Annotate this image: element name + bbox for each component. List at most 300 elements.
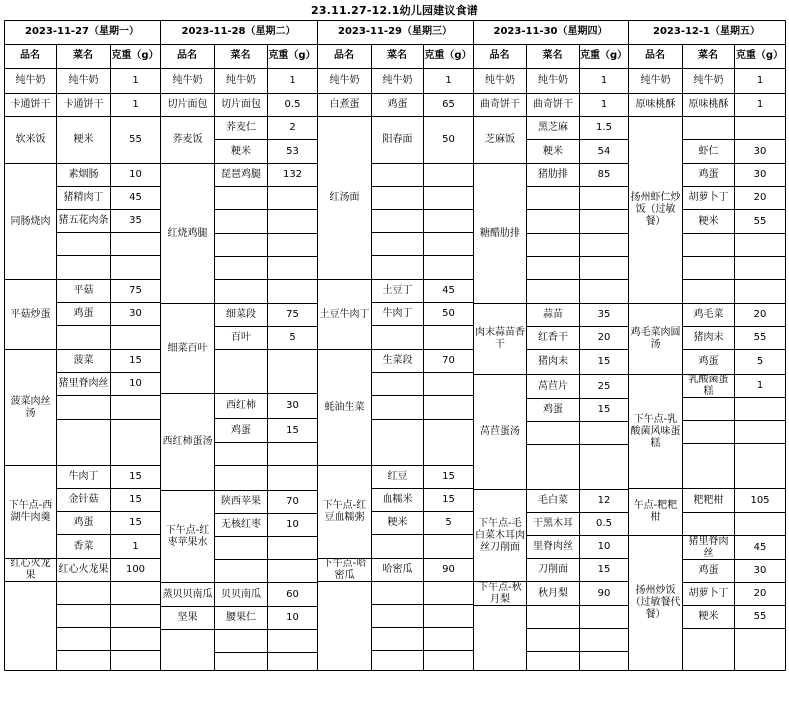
ingredient-weight: 1 (600, 75, 608, 86)
ingredient-weight (111, 396, 160, 419)
ingredient-name (57, 420, 110, 465)
ingredient-weight (424, 535, 473, 558)
ingredient-name: 牛肉丁 (382, 308, 413, 319)
ingredient-weight: 5 (756, 356, 764, 367)
dish-name: 下午点-红枣苹果水 (165, 524, 210, 548)
ingredient-name: 细菜段 (226, 309, 256, 320)
ingredient-weight: 85 (597, 169, 611, 180)
ingredient-name (372, 582, 423, 604)
ingredient-name: 牛肉丁 (68, 471, 99, 482)
ingredient-weight (111, 326, 160, 349)
ingredient-weight: 15 (129, 355, 142, 366)
ingredient-name: 毛白菜 (538, 495, 568, 506)
ingredient-weight: 15 (597, 356, 611, 367)
ingredient-weight: 25 (597, 380, 611, 392)
ingredient-name (57, 628, 110, 650)
ingredient-name: 原味桃酥 (688, 99, 729, 110)
ingredient-weight (268, 257, 317, 279)
ingredient-weight: 90 (442, 564, 455, 575)
ingredient-weight: 10 (129, 378, 142, 389)
ingredient-name (372, 164, 423, 186)
ingredient-weight: 1 (132, 75, 139, 86)
ingredient-weight (424, 373, 473, 395)
ingredient-weight: 50 (442, 134, 455, 145)
ingredient-name (372, 605, 423, 627)
ingredient-weight: 90 (597, 587, 611, 599)
ingredient-name (527, 675, 579, 697)
ingredient-name: 粳米 (387, 517, 408, 528)
day-date-header: 2023-11-27（星期一） (25, 26, 139, 37)
ingredient-name: 鸡毛菜 (693, 309, 724, 320)
ingredient-weight: 10 (286, 612, 299, 623)
ingredient-name (215, 443, 267, 465)
dish-name: 肉末蒜苗香干 (475, 327, 525, 350)
col-header-pin: 品名 (645, 50, 665, 61)
col-header-cai: 菜名 (387, 50, 407, 61)
ingredient-weight (111, 256, 160, 279)
ingredient-weight (424, 582, 473, 604)
ingredient-name: 莴苣片 (538, 380, 568, 392)
ingredient-name: 无核红枣 (221, 519, 261, 530)
ingredient-weight: 15 (597, 564, 611, 575)
ingredient-weight (111, 651, 160, 674)
ingredient-name: 鸡蛋 (543, 404, 563, 415)
ingredient-name: 生菜段 (382, 355, 413, 366)
ingredient-weight: 5 (289, 332, 296, 343)
ingredient-weight (111, 675, 160, 697)
ingredient-weight (268, 537, 317, 559)
ingredient-name (372, 233, 423, 255)
ingredient-name: 鸡蛋 (698, 169, 719, 180)
col-header-pin: 品名 (489, 50, 510, 61)
col-header-ke: 克重（g） (735, 50, 784, 61)
ingredient-weight (580, 422, 628, 444)
ingredient-name: 土豆丁 (382, 285, 413, 296)
menu-grid (4, 20, 786, 671)
ingredient-weight (424, 605, 473, 627)
ingredient-name: 血糯米 (382, 494, 413, 505)
ingredient-weight: 35 (129, 215, 142, 226)
ingredient-weight (735, 398, 785, 420)
col-header-ke: 克重（g） (580, 50, 628, 61)
ingredient-name (57, 233, 110, 255)
ingredient-name: 猪肉末 (693, 332, 724, 343)
ingredient-weight (111, 605, 160, 627)
ingredient-weight: 1.5 (596, 122, 612, 133)
ingredient-name (215, 257, 267, 279)
ingredient-name: 胡萝卜丁 (688, 588, 729, 599)
ingredient-weight: 1 (289, 75, 296, 86)
ingredient-weight: 1 (756, 99, 764, 110)
ingredient-name (215, 699, 267, 722)
ingredient-weight (268, 560, 317, 582)
ingredient-weight (580, 234, 628, 256)
dish-name: 软米饭 (15, 134, 46, 145)
ingredient-name: 鸡蛋 (73, 308, 94, 319)
ingredient-name (372, 187, 423, 209)
ingredient-weight: 1 (756, 75, 764, 86)
ingredient-weight: 75 (129, 285, 142, 296)
dish-name (5, 582, 56, 670)
dish-name: 纯牛奶 (15, 75, 46, 86)
ingredient-weight: 45 (442, 285, 455, 296)
ingredient-weight (268, 699, 317, 722)
ingredient-name: 曲奇饼干 (533, 99, 573, 110)
dish-name: 菠菜肉丝汤 (10, 395, 51, 419)
ingredient-name (372, 535, 423, 558)
ingredient-name (215, 560, 267, 582)
ingredient-name (372, 256, 423, 279)
ingredient-weight: 30 (753, 565, 767, 576)
ingredient-weight (735, 421, 785, 443)
dish-name: 红心火龙果 (10, 559, 51, 581)
ingredient-name: 陕西苹果 (221, 496, 261, 507)
ingredient-weight: 55 (129, 134, 142, 145)
ingredient-weight: 65 (442, 99, 455, 110)
ingredient-weight: 1 (756, 380, 764, 391)
ingredient-name: 菠菜 (73, 355, 94, 366)
ingredient-name: 纯牛奶 (693, 75, 724, 86)
ingredient-weight: 45 (129, 192, 142, 203)
dish-name: 白煮蛋 (329, 99, 360, 110)
dish-name: 蒸贝贝南瓜 (162, 588, 213, 600)
ingredient-weight (268, 630, 317, 652)
ingredient-name: 粳米 (698, 215, 719, 227)
ingredient-name: 猪肋排 (538, 169, 568, 180)
ingredient-name: 红心火龙果 (58, 564, 109, 575)
ingredient-weight: 15 (442, 494, 455, 505)
ingredient-weight: 75 (286, 309, 299, 320)
ingredient-name (215, 234, 267, 256)
ingredient-name: 蒜苗 (543, 309, 563, 320)
ingredient-name (215, 466, 267, 490)
ingredient-name: 琵琶鸡腿 (221, 169, 261, 180)
dish-name: 午点-粑粑柑 (633, 500, 678, 523)
ingredient-name: 腰果仁 (226, 612, 256, 623)
ingredient-weight (424, 256, 473, 279)
ingredient-weight (424, 187, 473, 209)
ingredient-weight (424, 651, 473, 674)
ingredient-name (372, 651, 423, 674)
dish-name: 糖醋肋排 (480, 227, 520, 239)
ingredient-name (372, 210, 423, 232)
ingredient-name: 荞麦仁 (226, 122, 256, 133)
ingredient-name (372, 675, 423, 697)
ingredient-weight (268, 466, 317, 490)
ingredient-name (57, 256, 110, 279)
ingredient-weight: 105 (750, 494, 770, 506)
ingredient-weight (580, 698, 628, 721)
col-header-cai: 菜名 (542, 50, 563, 61)
ingredient-weight: 1 (132, 540, 139, 552)
ingredient-name (683, 257, 734, 279)
ingredient-name: 鸡蛋 (231, 424, 251, 436)
ingredient-weight: 53 (286, 145, 299, 157)
ingredient-name (215, 630, 267, 652)
ingredient-name: 虾仁 (698, 145, 719, 157)
dish-name: 芝麻饭 (485, 134, 515, 145)
ingredient-name (527, 445, 579, 489)
ingredient-name: 猪肉末 (538, 356, 568, 367)
ingredient-weight: 100 (125, 564, 146, 575)
ingredient-name: 粑粑柑 (693, 494, 724, 506)
ingredient-weight (268, 210, 317, 233)
ingredient-name: 猪里脊肉丝 (688, 536, 729, 559)
ingredient-name (527, 234, 579, 256)
dish-name: 曲奇饼干 (480, 99, 520, 110)
ingredient-name (57, 582, 110, 604)
dish-name: 扬州炒饭（过敏餐代餐） (630, 585, 681, 620)
ingredient-weight: 30 (753, 169, 767, 180)
ingredient-weight: 2 (289, 122, 296, 133)
col-header-cai: 菜名 (230, 50, 251, 61)
ingredient-weight (268, 676, 317, 698)
ingredient-name (57, 651, 110, 674)
ingredient-name (683, 398, 734, 420)
ingredient-name: 香菜 (73, 540, 94, 552)
ingredient-weight (580, 187, 628, 209)
day-date-header: 2023-11-30（星期四） (493, 26, 608, 37)
col-header-ke: 克重（g） (111, 50, 159, 61)
ingredient-name (683, 513, 734, 535)
ingredient-weight: 15 (286, 424, 299, 436)
ingredient-name (215, 210, 267, 233)
dish-name: 纯牛奶 (485, 75, 515, 86)
ingredient-weight (735, 257, 785, 279)
ingredient-name (527, 187, 579, 209)
ingredient-weight: 15 (442, 471, 455, 482)
ingredient-weight (735, 444, 785, 488)
ingredient-name (372, 396, 423, 419)
ingredient-weight: 50 (442, 308, 455, 319)
day-date-header: 2023-12-1（星期五） (652, 26, 760, 37)
ingredient-name: 百叶 (231, 332, 251, 343)
dish-name: 下午点-哈密瓜 (322, 559, 367, 581)
ingredient-weight: 132 (282, 169, 303, 180)
menu-title: 23.11.27-12.1幼儿园建议食谱 (311, 4, 478, 17)
dish-name: 纯牛奶 (329, 75, 360, 86)
ingredient-name (215, 187, 267, 209)
dish-name (161, 630, 214, 670)
ingredient-weight: 15 (129, 471, 142, 482)
ingredient-name (527, 280, 579, 303)
ingredient-name (57, 396, 110, 419)
ingredient-name (215, 350, 267, 393)
ingredient-name: 里脊肉丝 (533, 541, 573, 552)
ingredient-weight: 20 (753, 192, 767, 203)
ingredient-weight (580, 445, 628, 489)
ingredient-weight (424, 420, 473, 465)
ingredient-weight: 1 (132, 99, 139, 110)
ingredient-name: 鸡蛋 (698, 565, 719, 576)
ingredient-weight: 30 (129, 308, 142, 319)
dish-name (474, 606, 526, 670)
ingredient-name (372, 326, 423, 349)
col-header-pin: 品名 (334, 50, 354, 61)
ingredient-name: 鸡蛋 (73, 517, 94, 528)
ingredient-name: 乳酸菌蛋糕 (688, 375, 729, 397)
ingredient-weight: 55 (753, 611, 767, 622)
ingredient-weight: 30 (753, 145, 767, 157)
dish-name: 卡通饼干 (10, 99, 51, 110)
ingredient-name: 粳米 (543, 145, 563, 157)
ingredient-weight: 0.5 (284, 99, 301, 110)
ingredient-name (527, 257, 579, 279)
dish-name: 土豆牛肉丁 (319, 308, 370, 320)
ingredient-weight: 55 (753, 215, 767, 227)
dish-name: 荞麦饭 (172, 134, 203, 145)
ingredient-weight (268, 234, 317, 256)
ingredient-weight (580, 675, 628, 697)
ingredient-name: 粳米 (231, 145, 251, 157)
ingredient-name: 素烟肠 (68, 169, 99, 180)
ingredient-weight (424, 396, 473, 419)
ingredient-weight (424, 675, 473, 697)
ingredient-weight: 70 (286, 496, 299, 507)
ingredient-name: 胡萝卜丁 (688, 192, 729, 203)
ingredient-weight (111, 628, 160, 650)
col-header-cai: 菜名 (73, 50, 93, 61)
ingredient-name: 红豆 (387, 471, 408, 482)
ingredient-weight: 30 (286, 400, 299, 411)
ingredient-weight (735, 117, 785, 139)
ingredient-weight: 55 (753, 332, 767, 343)
ingredient-name: 哈密瓜 (382, 564, 413, 575)
dish-name: 纯牛奶 (640, 75, 671, 86)
ingredient-weight (735, 234, 785, 256)
day-date-header: 2023-11-28（星期二） (181, 26, 296, 37)
ingredient-name: 纯牛奶 (538, 75, 568, 86)
ingredient-weight: 10 (597, 541, 611, 552)
ingredient-weight (424, 210, 473, 232)
ingredient-name: 粳米 (73, 134, 94, 145)
dish-name: 下午点-秋月梨 (478, 582, 522, 605)
ingredient-weight (424, 326, 473, 349)
ingredient-name: 纯牛奶 (68, 75, 99, 86)
ingredient-name (527, 652, 579, 674)
dish-name: 坚果 (177, 612, 198, 623)
ingredient-name: 阳春面 (382, 134, 413, 145)
ingredient-name (57, 326, 110, 349)
ingredient-name (215, 537, 267, 559)
ingredient-weight (111, 582, 160, 604)
ingredient-name (527, 422, 579, 444)
ingredient-name: 猪五花肉条 (58, 215, 109, 226)
ingredient-name: 金针菇 (68, 494, 99, 505)
ingredient-name (527, 606, 579, 628)
ingredient-weight (580, 606, 628, 628)
ingredient-name (527, 698, 579, 721)
ingredient-name (372, 420, 423, 465)
dish-name: 细菜百叶 (167, 342, 208, 354)
col-header-pin: 品名 (177, 50, 197, 61)
ingredient-weight (735, 513, 785, 535)
ingredient-weight (424, 233, 473, 255)
ingredient-name (527, 210, 579, 233)
ingredient-weight (268, 187, 317, 209)
dish-name: 切片面包 (167, 99, 208, 110)
dish-name: 红烧鸡腿 (167, 227, 208, 239)
ingredient-name: 切片面包 (221, 99, 261, 110)
ingredient-name: 纯牛奶 (226, 75, 256, 86)
ingredient-name (683, 117, 734, 139)
ingredient-name (372, 628, 423, 650)
ingredient-name: 平菇 (73, 285, 94, 296)
col-header-pin: 品名 (20, 50, 40, 61)
ingredient-weight: 12 (597, 495, 611, 506)
dish-name (318, 582, 371, 670)
ingredient-name: 干黑木耳 (533, 518, 573, 529)
ingredient-weight: 15 (129, 517, 142, 528)
ingredient-name (57, 675, 110, 697)
ingredient-name: 鸡蛋 (698, 356, 719, 367)
ingredient-name (372, 373, 423, 395)
ingredient-weight (580, 652, 628, 674)
day-date-header: 2023-11-29（星期三） (338, 26, 452, 37)
ingredient-weight (580, 280, 628, 303)
ingredient-name: 黑芝麻 (538, 122, 568, 133)
ingredient-name (527, 629, 579, 651)
ingredient-weight: 5 (445, 517, 452, 528)
ingredient-name (683, 280, 734, 303)
dish-name: 红汤面 (329, 192, 360, 203)
dish-name: 西红柿蛋汤 (162, 436, 213, 447)
ingredient-name: 鸡蛋 (387, 99, 408, 110)
ingredient-weight (580, 629, 628, 651)
ingredient-name (683, 234, 734, 256)
ingredient-weight (580, 210, 628, 233)
ingredient-name: 粳米 (698, 611, 719, 622)
ingredient-name: 刀削面 (538, 564, 568, 575)
ingredient-name: 猪里脊肉丝 (58, 378, 109, 389)
ingredient-weight (268, 653, 317, 675)
ingredient-weight: 1 (600, 99, 608, 110)
ingredient-weight: 45 (753, 541, 767, 553)
dish-name: 原味桃酥 (635, 99, 676, 110)
ingredient-weight (424, 628, 473, 650)
dish-name: 扬州虾仁炒饭（过敏餐） (630, 192, 681, 227)
ingredient-name: 纯牛奶 (382, 75, 413, 86)
ingredient-weight (735, 280, 785, 303)
dish-name: 纯牛奶 (172, 75, 203, 86)
col-header-ke: 克重（g） (268, 50, 316, 61)
ingredient-weight: 20 (753, 309, 767, 320)
ingredient-weight: 60 (286, 588, 299, 600)
ingredient-weight: 54 (597, 145, 611, 157)
ingredient-weight (111, 420, 160, 465)
ingredient-name: 红香干 (538, 332, 568, 343)
ingredient-weight (268, 443, 317, 465)
ingredient-name (683, 421, 734, 443)
col-header-cai: 菜名 (698, 50, 718, 61)
ingredient-name (215, 653, 267, 675)
ingredient-name: 西红柿 (226, 400, 256, 411)
ingredient-name: 猪精肉丁 (63, 192, 104, 203)
ingredient-weight: 0.5 (596, 518, 612, 529)
dish-name: 下午点-乳酸菌风味蛋糕 (630, 413, 681, 449)
dish-name: 下午点-西湖牛肉羹 (8, 500, 53, 523)
ingredient-name (215, 676, 267, 698)
ingredient-weight (268, 350, 317, 393)
ingredient-weight (268, 280, 317, 303)
ingredient-weight: 20 (753, 588, 767, 599)
ingredient-name (57, 605, 110, 627)
dish-name: 下午点-毛白菜木耳肉丝刀削面 (475, 517, 525, 553)
ingredient-weight: 15 (597, 404, 611, 415)
ingredient-weight: 10 (129, 169, 142, 180)
ingredient-name: 秋月梨 (538, 587, 568, 599)
dish-name: 蚝油生菜 (324, 401, 365, 413)
